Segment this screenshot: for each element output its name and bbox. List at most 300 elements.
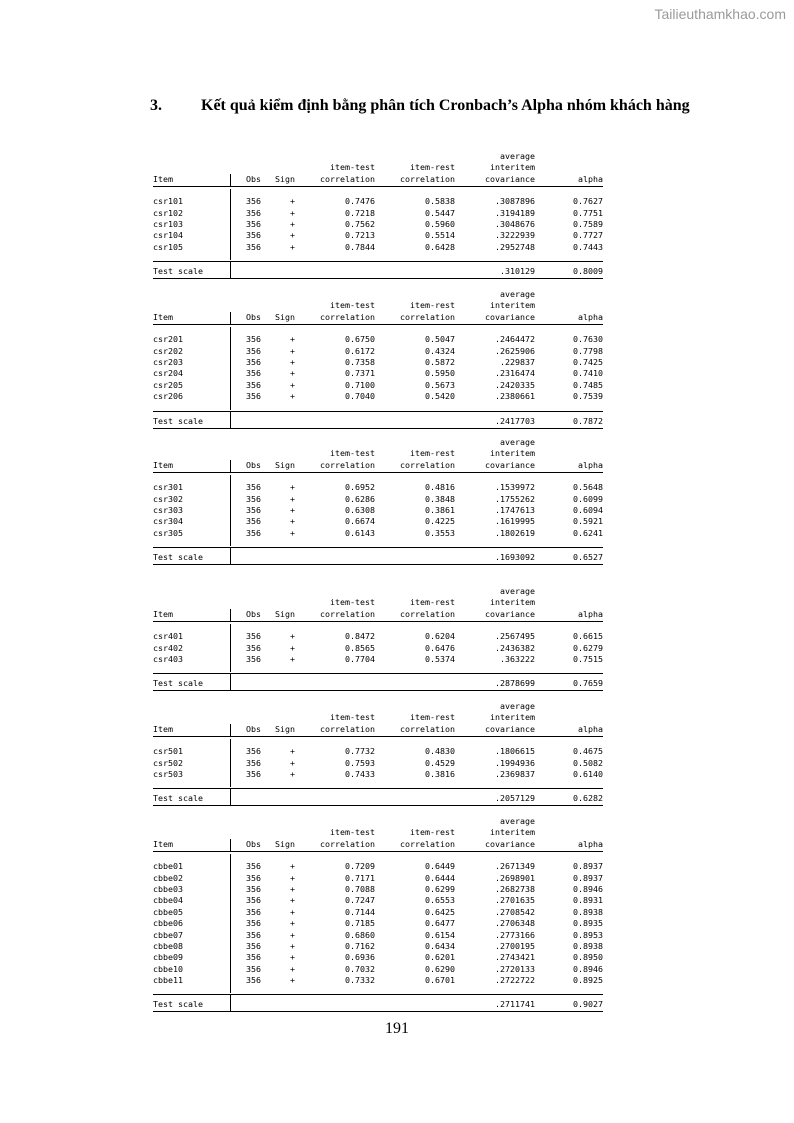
- obs-value: 356: [246, 207, 261, 218]
- reliability-table: [153, 816, 603, 1012]
- sign-value: +: [290, 504, 295, 515]
- alpha-value: 0.7443: [573, 241, 603, 252]
- header-item-test: item-test: [330, 712, 375, 723]
- item-rest-correlation: 0.4830: [425, 746, 455, 757]
- header-alpha: alpha: [578, 311, 603, 322]
- column-divider: [230, 475, 231, 482]
- interitem-covariance: .1747613: [495, 504, 535, 515]
- header-interitem: interitem: [490, 827, 535, 838]
- spacer: [153, 189, 603, 196]
- alpha-value: 0.8935: [573, 918, 603, 929]
- item-name: csr403: [153, 653, 183, 664]
- header-item: Item: [153, 459, 173, 470]
- interitem-covariance: .3194189: [495, 207, 535, 218]
- item-name: csr305: [153, 527, 183, 538]
- item-name: csr302: [153, 493, 183, 504]
- interitem-covariance: .229837: [500, 356, 535, 367]
- item-rest-correlation: 0.6449: [425, 861, 455, 872]
- column-divider: [230, 189, 231, 196]
- reliability-table: [153, 701, 603, 806]
- item-rest-correlation: 0.5950: [425, 368, 455, 379]
- table-row: [153, 208, 603, 219]
- header-interitem: interitem: [490, 162, 535, 173]
- test-scale-covariance: .2711741: [495, 999, 535, 1010]
- alpha-value: 0.5648: [573, 482, 603, 493]
- test-scale-covariance: .1693092: [495, 552, 535, 563]
- item-rest-correlation: 0.5838: [425, 196, 455, 207]
- watermark: Tailieuthamkhao.com: [654, 6, 786, 22]
- item-rest-correlation: 0.4816: [425, 482, 455, 493]
- table-row: [153, 746, 603, 757]
- table-bottom-rule: [153, 1011, 603, 1012]
- spacer: [153, 986, 603, 993]
- obs-value: 356: [246, 653, 261, 664]
- obs-value: 356: [246, 872, 261, 883]
- column-divider: [230, 918, 231, 929]
- table-row: [153, 196, 603, 207]
- table-row: [153, 528, 603, 539]
- table-header: [153, 437, 603, 471]
- header-average: average: [500, 289, 535, 299]
- column-divider: [230, 895, 231, 906]
- item-test-correlation: 0.7247: [345, 895, 375, 906]
- column-divider: [230, 550, 231, 564]
- item-rest-correlation: 0.6204: [425, 631, 455, 642]
- header-covariance: covariance: [485, 723, 535, 734]
- table-row: [153, 494, 603, 505]
- obs-value: 356: [246, 196, 261, 207]
- sign-value: +: [290, 482, 295, 493]
- header-line: [153, 437, 603, 448]
- interitem-covariance: .2316474: [495, 368, 535, 379]
- item-test-correlation: 0.7032: [345, 963, 375, 974]
- header-item: Item: [153, 311, 173, 322]
- item-rest-correlation: 0.5420: [425, 391, 455, 402]
- spacer: [153, 854, 603, 861]
- item-name: csr301: [153, 482, 183, 493]
- header-line: [153, 312, 603, 323]
- interitem-covariance: .1539972: [495, 482, 535, 493]
- column-divider: [230, 952, 231, 963]
- header-average: average: [500, 437, 535, 447]
- rule-cross: [230, 733, 231, 736]
- rule-cross: [230, 618, 231, 621]
- column-divider: [230, 505, 231, 516]
- header-covariance: covariance: [485, 608, 535, 619]
- item-test-correlation: 0.6308: [345, 504, 375, 515]
- header-correlation: correlation: [320, 723, 375, 734]
- sign-value: +: [290, 334, 295, 345]
- interitem-covariance: .2682738: [495, 883, 535, 894]
- table-row: [153, 219, 603, 230]
- alpha-value: 0.7627: [573, 196, 603, 207]
- test-scale-alpha: 0.9027: [573, 999, 603, 1010]
- item-name: csr304: [153, 516, 183, 527]
- header-covariance: covariance: [485, 459, 535, 470]
- header-alpha: alpha: [578, 459, 603, 470]
- interitem-covariance: .2369837: [495, 768, 535, 779]
- test-scale-label: Test scale: [153, 552, 203, 563]
- item-test-correlation: 0.7088: [345, 883, 375, 894]
- test-scale-covariance: .2878699: [495, 678, 535, 689]
- item-rest-correlation: 0.6476: [425, 642, 455, 653]
- item-test-correlation: 0.7433: [345, 768, 375, 779]
- interitem-covariance: .363222: [500, 653, 535, 664]
- item-name: csr201: [153, 334, 183, 345]
- item-test-correlation: 0.7593: [345, 757, 375, 768]
- sign-value: +: [290, 872, 295, 883]
- column-divider: [230, 631, 231, 642]
- header-line: [153, 289, 603, 300]
- header-line: [153, 174, 603, 185]
- obs-value: 356: [246, 883, 261, 894]
- header-line: [153, 827, 603, 838]
- header-line: [153, 724, 603, 735]
- alpha-value: 0.6094: [573, 504, 603, 515]
- table-row: [153, 975, 603, 986]
- item-test-correlation: 0.7213: [345, 230, 375, 241]
- column-divider: [230, 758, 231, 769]
- item-rest-correlation: 0.6434: [425, 940, 455, 951]
- header-average: average: [500, 816, 535, 826]
- item-name: cbbe08: [153, 940, 183, 951]
- alpha-value: 0.8931: [573, 895, 603, 906]
- obs-value: 356: [246, 493, 261, 504]
- table-row: [153, 758, 603, 769]
- column-divider: [230, 327, 231, 334]
- header-covariance: covariance: [485, 311, 535, 322]
- column-divider: [230, 769, 231, 780]
- sign-value: +: [290, 895, 295, 906]
- test-scale-label: Test scale: [153, 415, 203, 426]
- item-test-correlation: 0.7844: [345, 241, 375, 252]
- interitem-covariance: .2380661: [495, 391, 535, 402]
- obs-value: 356: [246, 241, 261, 252]
- interitem-covariance: .1802619: [495, 527, 535, 538]
- sign-value: +: [290, 963, 295, 974]
- test-scale-alpha: 0.8009: [573, 266, 603, 277]
- item-test-correlation: 0.7040: [345, 391, 375, 402]
- alpha-value: 0.8953: [573, 929, 603, 940]
- alpha-value: 0.7425: [573, 356, 603, 367]
- header-item-rest: item-rest: [410, 448, 455, 459]
- spacer: [153, 403, 603, 410]
- table-row: [153, 769, 603, 780]
- table-header: [153, 586, 603, 620]
- header-item-test: item-test: [330, 300, 375, 311]
- item-name: csr101: [153, 196, 183, 207]
- header-sign: Sign: [275, 723, 295, 734]
- item-name: csr205: [153, 379, 183, 390]
- alpha-value: 0.8946: [573, 883, 603, 894]
- item-name: csr105: [153, 241, 183, 252]
- sign-value: +: [290, 230, 295, 241]
- table-header: [153, 816, 603, 850]
- header-item-rest: item-rest: [410, 597, 455, 608]
- test-scale-alpha: 0.6527: [573, 552, 603, 563]
- header-correlation: correlation: [400, 608, 455, 619]
- test-scale-label: Test scale: [153, 678, 203, 689]
- alpha-value: 0.7410: [573, 368, 603, 379]
- obs-value: 356: [246, 631, 261, 642]
- column-divider: [230, 334, 231, 345]
- item-name: csr102: [153, 207, 183, 218]
- header-obs: Obs: [246, 723, 261, 734]
- header-average: average: [500, 701, 535, 711]
- item-rest-correlation: 0.5374: [425, 653, 455, 664]
- item-rest-correlation: 0.6425: [425, 906, 455, 917]
- table-row: [153, 380, 603, 391]
- column-divider: [230, 196, 231, 207]
- test-scale-covariance: .2417703: [495, 415, 535, 426]
- interitem-covariance: .1994936: [495, 757, 535, 768]
- sign-value: +: [290, 631, 295, 642]
- obs-value: 356: [246, 356, 261, 367]
- column-divider: [230, 357, 231, 368]
- column-divider: [230, 403, 231, 410]
- header-item: Item: [153, 723, 173, 734]
- interitem-covariance: .2773166: [495, 929, 535, 940]
- item-name: cbbe11: [153, 975, 183, 986]
- item-rest-correlation: 0.4324: [425, 345, 455, 356]
- item-rest-correlation: 0.5447: [425, 207, 455, 218]
- item-name: csr303: [153, 504, 183, 515]
- item-test-correlation: 0.7732: [345, 746, 375, 757]
- interitem-covariance: .2700195: [495, 940, 535, 951]
- table-row: [153, 907, 603, 918]
- item-rest-correlation: 0.6299: [425, 883, 455, 894]
- sign-value: +: [290, 952, 295, 963]
- column-divider: [230, 884, 231, 895]
- sign-value: +: [290, 940, 295, 951]
- column-divider: [230, 676, 231, 690]
- spacer: [153, 253, 603, 260]
- header-line: [153, 586, 603, 597]
- sign-value: +: [290, 757, 295, 768]
- item-test-correlation: 0.6952: [345, 482, 375, 493]
- item-name: cbbe09: [153, 952, 183, 963]
- table-bottom-rule: [153, 564, 603, 565]
- reliability-table: [153, 289, 603, 429]
- spacer: [153, 327, 603, 334]
- alpha-value: 0.7751: [573, 207, 603, 218]
- column-divider: [230, 746, 231, 757]
- test-scale-alpha: 0.7872: [573, 415, 603, 426]
- section-number: 3.: [150, 97, 162, 114]
- alpha-value: 0.8925: [573, 975, 603, 986]
- test-scale-row: [153, 676, 603, 690]
- header-correlation: correlation: [400, 459, 455, 470]
- column-divider: [230, 528, 231, 539]
- header-sign: Sign: [275, 459, 295, 470]
- column-divider: [230, 791, 231, 805]
- item-rest-correlation: 0.6477: [425, 918, 455, 929]
- item-rest-correlation: 0.3553: [425, 527, 455, 538]
- alpha-value: 0.4675: [573, 746, 603, 757]
- header-line: [153, 597, 603, 608]
- header-item-test: item-test: [330, 448, 375, 459]
- interitem-covariance: .2722722: [495, 975, 535, 986]
- header-item: Item: [153, 173, 173, 184]
- interitem-covariance: .2420335: [495, 379, 535, 390]
- sign-value: +: [290, 391, 295, 402]
- item-name: csr203: [153, 356, 183, 367]
- obs-value: 356: [246, 334, 261, 345]
- item-name: csr206: [153, 391, 183, 402]
- header-item-rest: item-rest: [410, 827, 455, 838]
- alpha-value: 0.7539: [573, 391, 603, 402]
- column-divider: [230, 391, 231, 402]
- test-scale-row: [153, 550, 603, 564]
- column-divider: [230, 665, 231, 672]
- item-test-correlation: 0.7100: [345, 379, 375, 390]
- column-divider: [230, 654, 231, 665]
- item-name: csr204: [153, 368, 183, 379]
- header-obs: Obs: [246, 838, 261, 849]
- item-rest-correlation: 0.5047: [425, 334, 455, 345]
- header-sign: Sign: [275, 838, 295, 849]
- column-divider: [230, 219, 231, 230]
- table-header: [153, 151, 603, 185]
- header-line: [153, 609, 603, 620]
- obs-value: 356: [246, 504, 261, 515]
- header-item-rest: item-rest: [410, 162, 455, 173]
- item-test-correlation: 0.7209: [345, 861, 375, 872]
- table-row: [153, 884, 603, 895]
- item-rest-correlation: 0.3848: [425, 493, 455, 504]
- header-obs: Obs: [246, 173, 261, 184]
- spacer: [153, 739, 603, 746]
- alpha-value: 0.6279: [573, 642, 603, 653]
- column-divider: [230, 494, 231, 505]
- header-correlation: correlation: [400, 838, 455, 849]
- test-scale-covariance: .2057129: [495, 793, 535, 804]
- table-row: [153, 861, 603, 872]
- test-scale-row: [153, 264, 603, 278]
- column-divider: [230, 482, 231, 493]
- column-divider: [230, 997, 231, 1011]
- column-divider: [230, 643, 231, 654]
- obs-value: 356: [246, 345, 261, 356]
- rule-cross: [230, 183, 231, 186]
- item-name: csr202: [153, 345, 183, 356]
- alpha-value: 0.7589: [573, 218, 603, 229]
- header-line: [153, 460, 603, 471]
- item-rest-correlation: 0.6553: [425, 895, 455, 906]
- interitem-covariance: .2701635: [495, 895, 535, 906]
- table-bottom-rule: [153, 805, 603, 806]
- column-divider: [230, 854, 231, 861]
- column-divider: [230, 907, 231, 918]
- sign-value: +: [290, 918, 295, 929]
- item-rest-correlation: 0.6154: [425, 929, 455, 940]
- alpha-value: 0.5082: [573, 757, 603, 768]
- obs-value: 356: [246, 516, 261, 527]
- item-name: cbbe07: [153, 929, 183, 940]
- item-name: csr104: [153, 230, 183, 241]
- column-divider: [230, 368, 231, 379]
- rule-cross: [230, 469, 231, 472]
- header-sign: Sign: [275, 173, 295, 184]
- rule-cross: [230, 321, 231, 324]
- table-row: [153, 346, 603, 357]
- header-covariance: covariance: [485, 173, 535, 184]
- obs-value: 356: [246, 391, 261, 402]
- table-row: [153, 391, 603, 402]
- item-rest-correlation: 0.5514: [425, 230, 455, 241]
- item-name: cbbe10: [153, 963, 183, 974]
- item-test-correlation: 0.8472: [345, 631, 375, 642]
- header-correlation: correlation: [320, 459, 375, 470]
- header-obs: Obs: [246, 311, 261, 322]
- item-test-correlation: 0.7476: [345, 196, 375, 207]
- item-test-correlation: 0.6172: [345, 345, 375, 356]
- sign-value: +: [290, 746, 295, 757]
- obs-value: 356: [246, 895, 261, 906]
- item-name: cbbe01: [153, 861, 183, 872]
- column-divider: [230, 208, 231, 219]
- item-name: cbbe04: [153, 895, 183, 906]
- obs-value: 356: [246, 929, 261, 940]
- sign-value: +: [290, 345, 295, 356]
- sign-value: +: [290, 379, 295, 390]
- obs-value: 356: [246, 527, 261, 538]
- header-alpha: alpha: [578, 608, 603, 619]
- header-line: [153, 151, 603, 162]
- item-name: cbbe06: [153, 918, 183, 929]
- column-divider: [230, 346, 231, 357]
- table-row: [153, 941, 603, 952]
- alpha-value: 0.7515: [573, 653, 603, 664]
- item-rest-correlation: 0.6444: [425, 872, 455, 883]
- item-rest-correlation: 0.6201: [425, 952, 455, 963]
- header-item-test: item-test: [330, 162, 375, 173]
- table-row: [153, 952, 603, 963]
- header-average: average: [500, 586, 535, 596]
- sign-value: +: [290, 906, 295, 917]
- section-heading: [150, 94, 710, 118]
- sign-value: +: [290, 218, 295, 229]
- rule-cross: [230, 848, 231, 851]
- column-divider: [230, 414, 231, 428]
- item-rest-correlation: 0.4529: [425, 757, 455, 768]
- alpha-value: 0.8946: [573, 963, 603, 974]
- table-row: [153, 930, 603, 941]
- item-name: csr502: [153, 757, 183, 768]
- item-name: csr401: [153, 631, 183, 642]
- column-divider: [230, 516, 231, 527]
- sign-value: +: [290, 241, 295, 252]
- obs-value: 356: [246, 379, 261, 390]
- alpha-value: 0.7798: [573, 345, 603, 356]
- item-test-correlation: 0.7371: [345, 368, 375, 379]
- table-row: [153, 964, 603, 975]
- sign-value: +: [290, 861, 295, 872]
- column-divider: [230, 780, 231, 787]
- header-correlation: correlation: [320, 608, 375, 619]
- column-divider: [230, 253, 231, 260]
- column-divider: [230, 930, 231, 941]
- spacer: [153, 780, 603, 787]
- header-item: Item: [153, 608, 173, 619]
- table-bottom-rule: [153, 428, 603, 429]
- item-test-correlation: 0.6143: [345, 527, 375, 538]
- header-item: Item: [153, 838, 173, 849]
- alpha-value: 0.8937: [573, 861, 603, 872]
- test-scale-covariance: .310129: [500, 266, 535, 277]
- spacer: [153, 624, 603, 631]
- header-alpha: alpha: [578, 723, 603, 734]
